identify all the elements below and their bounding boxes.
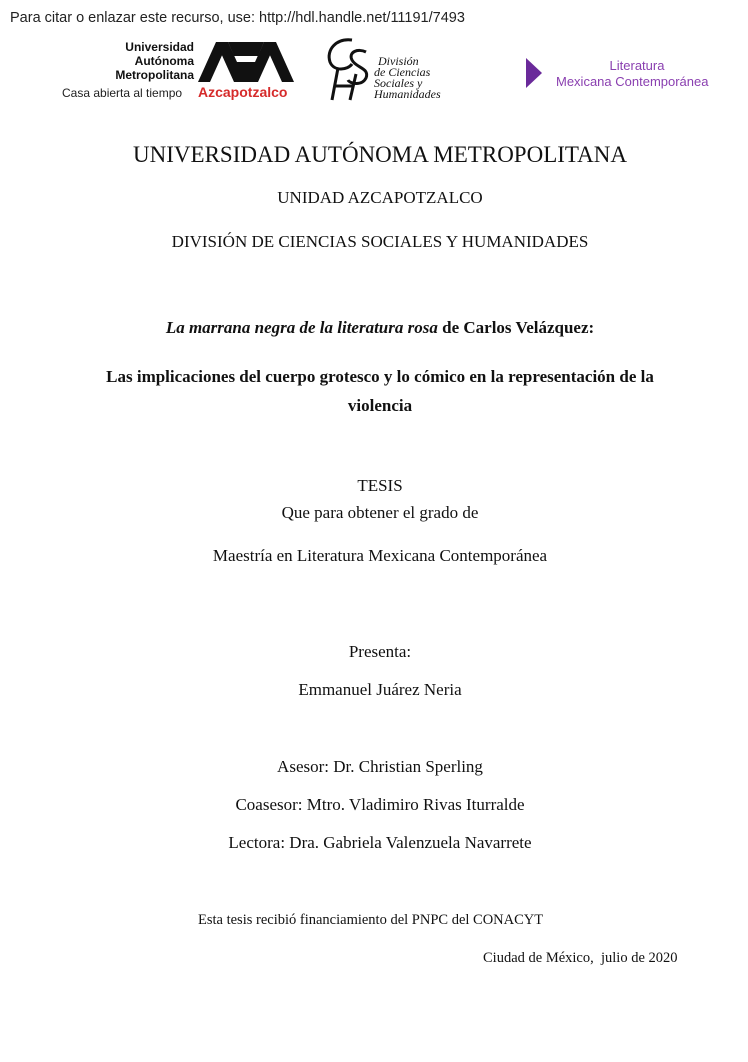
place-date: Ciudad de México, julio de 2020 [483, 950, 678, 966]
thesis-title-italic: La marrana negra de la literatura rosa [165, 318, 438, 337]
csh-line1: División [378, 54, 419, 68]
literatura-logo-line1: Literatura [609, 58, 665, 73]
csh-line3: Sociales y [374, 76, 423, 90]
unit-name: UNIDAD AZCAPOTZALCO [277, 188, 483, 207]
csh-line2: de Ciencias [374, 65, 431, 79]
thesis-subtitle: Las implicaciones del cuerpo grotesco y lo cómico en la representación de la violencia [106, 367, 654, 415]
uam-logo-text [60, 40, 194, 82]
funding-note: Esta tesis recibió financiamiento del PNPC del CONACYT [198, 912, 544, 928]
csh-line4: Humanidades [374, 87, 441, 101]
division-name: DIVISIÓN DE CIENCIAS SOCIALES Y HUMANIDADES [171, 232, 589, 251]
uam-logo-icon [198, 42, 294, 82]
presents-label: Presenta: [348, 642, 412, 661]
advisor: Asesor: Dr. Christian Sperling [277, 757, 483, 776]
uam-campus-name: Azcapotzalco [198, 84, 288, 100]
literatura-logo-icon [526, 58, 542, 88]
csh-logo-text [374, 56, 441, 100]
degree-program: Maestría en Literatura Mexicana Contemporánea [212, 546, 548, 565]
thesis-title-rest: de Carlos Velázquez: [437, 318, 595, 337]
citation-line: Para citar o enlazar este recurso, use: http://hdl.handle.net/11191/7493 [10, 10, 465, 26]
uam-line1: Universidad [125, 40, 194, 54]
coadvisor: Coasesor: Mtro. Vladimiro Rivas Iturralde [235, 795, 525, 814]
document-type: TESIS [357, 476, 403, 495]
university-name: UNIVERSIDAD AUTÓNOMA METROPOLITANA [133, 142, 627, 167]
uam-line2: Autónoma [134, 54, 194, 68]
reader: Lectora: Dra. Gabriela Valenzuela Navarrete [228, 833, 532, 852]
uam-line3: Metropolitana [115, 68, 194, 82]
degree-purpose: Que para obtener el grado de [281, 503, 479, 522]
literatura-logo-line2: Mexicana Contemporánea [556, 74, 709, 89]
author-name: Emmanuel Juárez Neria [298, 680, 462, 699]
thesis-title [6, 318, 748, 338]
csh-logo-icon [322, 34, 378, 104]
uam-tagline: Casa abierta al tiempo [62, 86, 183, 100]
